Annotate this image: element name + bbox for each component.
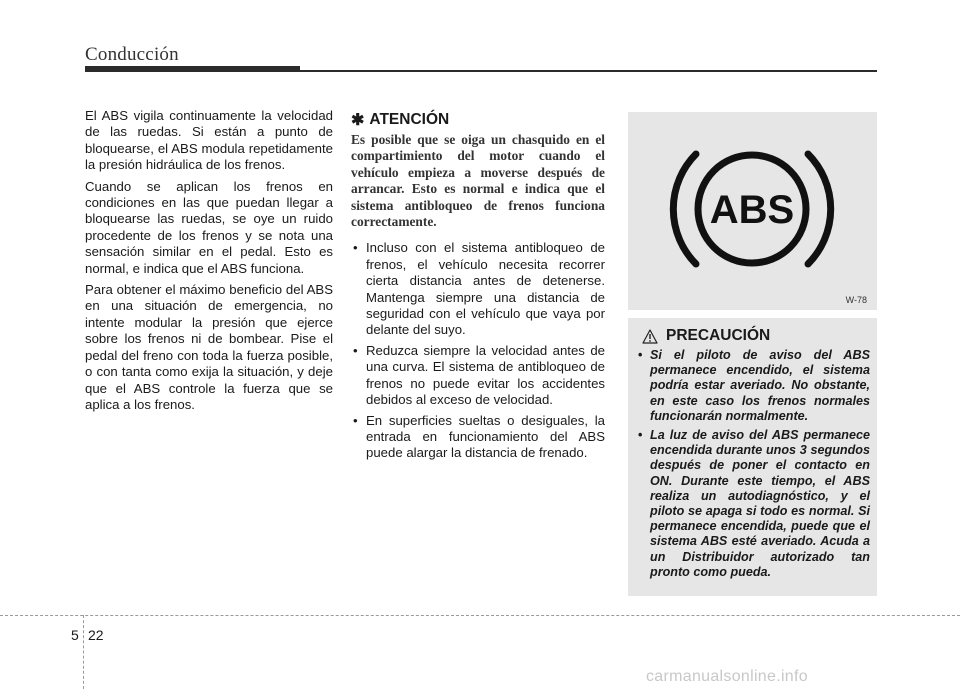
caution-box xyxy=(628,318,877,596)
attention-column xyxy=(351,110,605,466)
caution-bullet-list xyxy=(638,348,870,584)
bullet-dot-icon: • xyxy=(638,348,643,362)
header-rule-thin xyxy=(300,70,877,72)
list-item xyxy=(638,428,870,580)
page-number: 22 xyxy=(88,627,104,643)
footer-divider xyxy=(0,615,960,616)
list-item-text: En superficies sueltas o desiguales, la entrada en funcionamiento del ABS puede alargar la distancia de frenado. xyxy=(366,412,605,461)
caution-heading xyxy=(642,327,770,345)
paragraph: Para obtener el máximo beneficio del ABS en una situación de emergencia, no intente modular la presión que ejerce sobre los frenos ni de bombear. Pise el pedal del freno con toda la fuerza posible, o con tanta como exija la situación, y deje que el ABS controle la fuerza que se aplica a los frenos. xyxy=(85,282,333,412)
watermark: carmanualsonline.info xyxy=(646,668,808,685)
list-item xyxy=(351,343,605,409)
figure-code: W-78 xyxy=(845,295,867,305)
attention-bullet-list xyxy=(351,240,605,461)
header-rule-thick xyxy=(85,66,300,72)
abs-description-column xyxy=(85,108,333,418)
footer-vertical-divider xyxy=(83,615,84,689)
bullet-dot-icon: • xyxy=(353,342,358,358)
list-item-text: Reduzca siempre la velocidad antes de una curva. El sistema de antibloqueo de frenos no puede evitar los accidentes debidos al exceso de velocidad. xyxy=(366,342,605,408)
list-item-text: La luz de aviso del ABS permanece encendida durante unos 3 segundos después de poner el contacto en ON. Durante este tiempo, el ABS realiza un autodiagnóstico, y el piloto se apaga si todo es normal. Si permanece encendida, puede que el sistema ABS esté averiado. Acuda a un Distribuidor autorizado tan pronto como pueda. xyxy=(650,428,870,579)
attention-title: ATENCIÓN xyxy=(369,111,450,128)
abs-warning-icon xyxy=(628,112,877,310)
list-item-text: Si el piloto de aviso del ABS permanece encendido, el sistema podría estar averiado. No obstante, en este caso los frenos normales funcionarán normalmente. xyxy=(650,348,870,423)
list-item xyxy=(351,240,605,338)
abs-icon-label: ABS xyxy=(709,188,795,232)
bullet-dot-icon: • xyxy=(638,428,643,443)
caution-title: PRECAUCIÓN xyxy=(666,327,771,344)
bullet-dot-icon: • xyxy=(353,240,358,256)
chapter-number: 5 xyxy=(71,627,79,643)
list-item-text: Incluso con el sistema antibloqueo de frenos, el vehículo necesita recorrer cierta distancia antes de detenerse. Mantenga siempre una distancia de seguridad con el vehículo que vaya por delante del suyo. xyxy=(366,240,605,338)
abs-warning-light-figure xyxy=(628,112,877,310)
list-item xyxy=(351,413,605,462)
paragraph: Cuando se aplican los frenos en condiciones en las que puedan llegar a bloquearse las ruedas, se oye un ruido procedente de los frenos y se nota una sensación similar en el pedal. Esto es normal, e indica que el ABS funciona. xyxy=(85,178,333,276)
warning-triangle-icon xyxy=(642,329,658,344)
attention-heading xyxy=(351,110,605,130)
attention-body: Es posible que se oiga un chasquido en el compartimiento del motor cuando el vehículo empieza a moverse después de arrancar. Esto es normal e indica que el sistema antibloqueo de frenos funciona correctamente. xyxy=(351,132,605,230)
section-title: Conducción xyxy=(85,44,179,65)
bullet-dot-icon: • xyxy=(353,412,358,428)
star-icon: ✱ xyxy=(351,112,365,129)
paragraph: El ABS vigila continuamente la velocidad de las ruedas. Si están a punto de bloquearse, el ABS modula repetidamente la presión hidráulica de los frenos. xyxy=(85,108,333,173)
list-item xyxy=(638,348,870,424)
